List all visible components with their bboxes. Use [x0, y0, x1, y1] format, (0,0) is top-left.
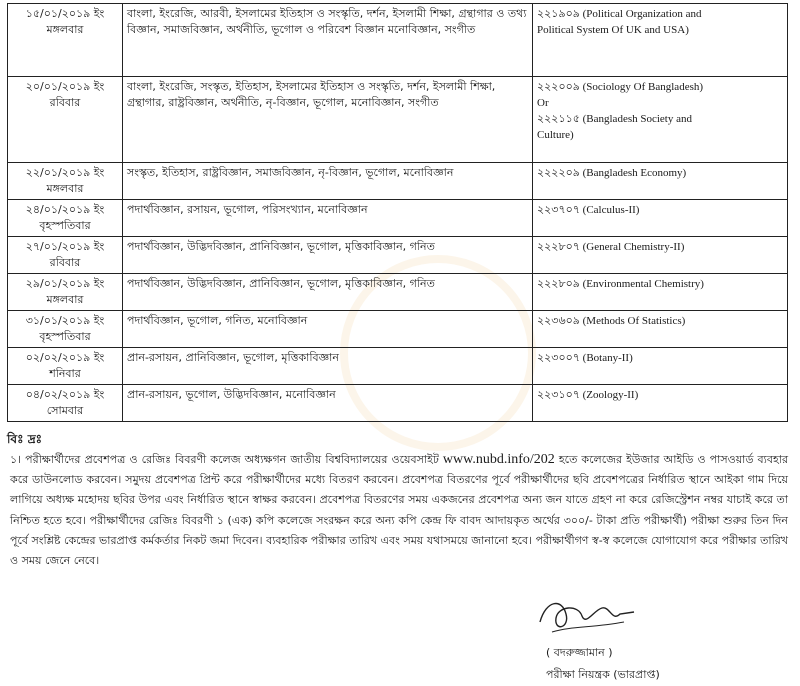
course-line: ২২৩৬০৯ (Methods Of Statistics) — [537, 315, 686, 327]
table-row — [8, 311, 788, 348]
note-text-before-url: পরীক্ষার্থীদের প্রবেশপত্র ও রেজিঃ বিবরণী কলেজ অধ্যক্ষগন জাতীয় বিশ্ববিদ্যালয়ের ওয়েবসাইট — [25, 453, 439, 466]
subjects-cell: বাংলা, ইংরেজি, আরবী, ইসলামের ইতিহাস ও সংস্কৃতি, দর্শন, ইসলামী শিক্ষা, গ্রন্থাগার ও তথ্য বিজ্ঞান, সমাজবিজ্ঞান, অর্থনীতি, ভূগোল ও পরিবেশ বিজ্ঞান মনোবিজ্ঞান, সংগীত — [123, 4, 533, 77]
table-row — [8, 4, 788, 77]
course-line: ২২৩১০৭ (Zoology-II) — [537, 389, 639, 401]
exam-date-cell — [8, 4, 123, 77]
table-row — [8, 274, 788, 311]
exam-weekday: শনিবার — [49, 367, 81, 380]
course-line: Culture) — [537, 129, 574, 141]
exam-weekday: মঙ্গলবার — [46, 23, 84, 36]
course-line: Or — [537, 97, 549, 109]
course-line: ২২২০০৯ (Sociology Of Bangladesh) — [537, 81, 704, 93]
exam-date: ২৯/০১/২০১৯ ইং — [25, 277, 105, 290]
exam-weekday: মঙ্গলবার — [46, 182, 84, 195]
course-line: ২২২১১৫ (Bangladesh Society and — [537, 113, 692, 125]
note-text-after-url: হতে কলেজের ইউজার আইডি ও পাসওয়ার্ড ব্যবহার করে ডাউনলোড করবেন। সমুদয় প্রবেশপত্র প্রিন্ট করে পরীক্ষার্থীদের মধ্যে বিতরণ করবেন। প্রবেশপত্র বিতরণের পূর্বে পরীক্ষার্থীদের ছবি প্রবেশপত্রের নির্ধারিত স্থানে আইকা গাম দিয়ে লাগিয়ে অধ্যক্ষ মহোদয় ছবির উপর এবং নির্ধারিত স্থানে স্বাক্ষর করবেন। প্রবেশপত্র বিতরণের সময় একজনের প্রবেশপত্র অন্য জন যাতে গ্রহণ না করে রেজিস্ট্রেশন নম্বর যাচাই করে তা নিশ্চিত হতে হবে। পরীক্ষার্থীদের রেজিঃ বিবরণী ১ (এক) কপি কলেজে সংরক্ষন করে অন্য কপি কেন্দ্র ফি বাবদ আদায়কৃত অর্থের ৩০০/- টাকা প্রতি পরীক্ষার্থী) পরীক্ষা শুরুর তিন দিন পূর্বে সংশ্লিষ্ট কেন্দ্রের ভারপ্রাপ্ত কর্মকর্তার নিকট জমা দিবেন। ব্যবহারিক পরীক্ষার তারিখ এবং সময় যথাসময়ে জানানো হবে। পরীক্ষার্থীগণ স্ব-স্ব কলেজে যোগাযোগ করে পরীক্ষার তারিখ ও সময় জেনে নেবে। — [10, 453, 789, 568]
exam-weekday: মঙ্গলবার — [46, 293, 84, 306]
exam-date: ২৪/০১/২০১৯ ইং — [25, 203, 105, 216]
exam-date-cell — [8, 311, 123, 348]
course-cell — [533, 274, 788, 311]
subjects-cell: পদার্থবিজ্ঞান, রসায়ন, ভূগোল, পরিসংখ্যান, মনোবিজ্ঞান — [123, 200, 533, 237]
course-line: ২২২৮০৯ (Environmental Chemistry) — [537, 278, 704, 290]
exam-schedule-table — [7, 3, 788, 422]
table-row — [8, 385, 788, 422]
exam-date-cell — [8, 237, 123, 274]
notes-heading: বিঃ দ্রঃ — [7, 432, 43, 446]
table-row — [8, 77, 788, 163]
course-cell — [533, 77, 788, 163]
signature-icon — [532, 592, 642, 642]
signatory-title: পরীক্ষা নিয়ন্ত্রক (ভারপ্রাপ্ত) — [546, 668, 660, 681]
exam-date-cell — [8, 385, 123, 422]
signatory-name: ( বদরুজ্জামান ) — [546, 646, 613, 659]
exam-weekday: বৃহস্পতিবার — [39, 330, 91, 343]
schedule-body — [8, 4, 788, 422]
exam-date-cell — [8, 274, 123, 311]
exam-date: ৩১/০১/২০১৯ ইং — [25, 314, 105, 327]
course-line: Political System Of UK and USA) — [537, 24, 689, 36]
course-cell — [533, 200, 788, 237]
table-row — [8, 200, 788, 237]
exam-weekday: বৃহস্পতিবার — [39, 219, 91, 232]
course-line: ২২৩৭০৭ (Calculus-II) — [537, 204, 640, 216]
note-number: ১। — [10, 453, 22, 466]
course-line: ২২১৯০৯ (Political Organization and — [537, 8, 702, 20]
subjects-cell: বাংলা, ইংরেজি, সংস্কৃত, ইতিহাস, ইসলামের ইতিহাস ও সংস্কৃতি, দর্শন, ইসলামী শিক্ষা, গ্রন্থাগার, রাষ্ট্রবিজ্ঞান, অর্থনীতি, নৃ-বিজ্ঞান, ভূগোল, মনোবিজ্ঞান, সংগীত — [123, 77, 533, 163]
exam-date-cell — [8, 77, 123, 163]
course-cell — [533, 348, 788, 385]
exam-date-cell — [8, 163, 123, 200]
course-cell — [533, 237, 788, 274]
subjects-cell: প্রান-রসায়ন, ভূগোল, উদ্ভিদবিজ্ঞান, মনোবিজ্ঞান — [123, 385, 533, 422]
subjects-cell: প্রান-রসায়ন, প্রানিবিজ্ঞান, ভূগোল, মৃত্তিকাবিজ্ঞান — [123, 348, 533, 385]
exam-date: ০৪/০২/২০১৯ ইং — [25, 388, 105, 401]
exam-date: ০২/০২/২০১৯ ইং — [25, 351, 105, 364]
course-cell — [533, 311, 788, 348]
exam-date: ২৭/০১/২০১৯ ইং — [25, 240, 105, 253]
course-line: ২২২২০৯ (Bangladesh Economy) — [537, 167, 687, 179]
table-row — [8, 348, 788, 385]
subjects-cell: পদার্থবিজ্ঞান, উদ্ভিদবিজ্ঞান, প্রানিবিজ্ঞান, ভূগোল, মৃত্তিকাবিজ্ঞান, গনিত — [123, 237, 533, 274]
exam-weekday: রবিবার — [49, 96, 81, 109]
course-line: ২২৩০০৭ (Botany-II) — [537, 352, 633, 364]
exam-date-cell — [8, 200, 123, 237]
subjects-cell: সংস্কৃত, ইতিহাস, রাষ্ট্রবিজ্ঞান, সমাজবিজ্ঞান, নৃ-বিজ্ঞান, ভূগোল, মনোবিজ্ঞান — [123, 163, 533, 200]
note-item — [10, 450, 788, 571]
course-cell — [533, 385, 788, 422]
course-cell — [533, 4, 788, 77]
exam-date: ২২/০১/২০১৯ ইং — [25, 166, 105, 179]
exam-date-cell — [8, 348, 123, 385]
course-line: ২২২৮০৭ (General Chemistry-II) — [537, 241, 685, 253]
subjects-cell: পদার্থবিজ্ঞান, ভূগোল, গনিত, মনোবিজ্ঞান — [123, 311, 533, 348]
exam-date: ২০/০১/২০১৯ ইং — [25, 80, 105, 93]
course-cell — [533, 163, 788, 200]
table-row — [8, 237, 788, 274]
table-row — [8, 163, 788, 200]
exam-weekday: রবিবার — [49, 256, 81, 269]
subjects-cell: পদার্থবিজ্ঞান, উদ্ভিদবিজ্ঞান, প্রানিবিজ্ঞান, ভূগোল, মৃত্তিকাবিজ্ঞান, গনিত — [123, 274, 533, 311]
exam-date: ১৫/০১/২০১৯ ইং — [25, 7, 105, 20]
exam-weekday: সোমবার — [46, 404, 84, 417]
website-url: www.nubd.info/202 — [442, 452, 555, 467]
